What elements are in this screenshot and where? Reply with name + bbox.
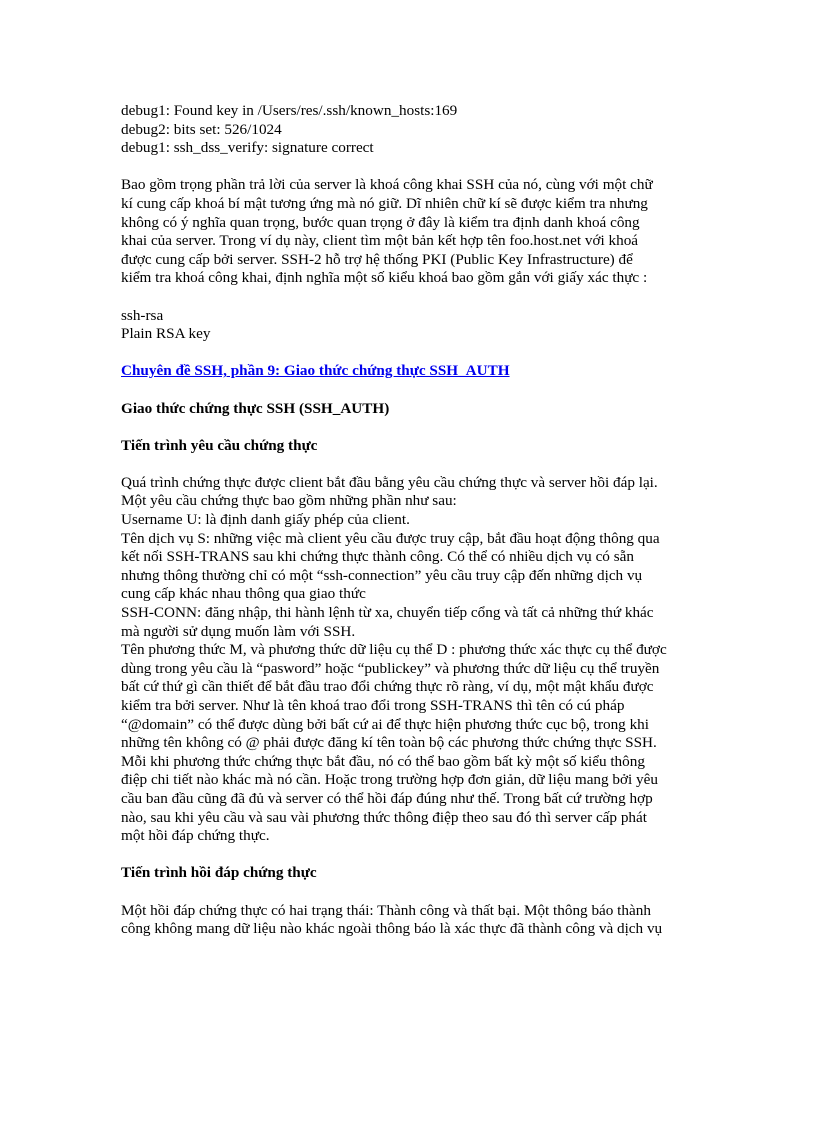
debug-line: debug1: Found key in /Users/res/.ssh/known_hosts:169 [121, 102, 458, 119]
paragraph-line: bất cứ thứ gì cần thiết để bắt đầu trao đổi chứng thực rõ ràng, ví dụ, một mật khẩu được [121, 678, 654, 696]
debug-line: debug1: ssh_dss_verify: signature correct [121, 139, 374, 157]
paragraph-line: công không mang dữ liệu nào khác ngoài thông báo là xác thực đã thành công và dịch vụ [121, 920, 663, 938]
paragraph-line: Bao gồm trọng phần trả lời của server là khoá công khai SSH của nó, cùng với một chữ [121, 176, 653, 194]
debug-output [121, 102, 711, 158]
key-type-block [121, 307, 711, 344]
paragraph-line: mà người sử dụng muốn làm với SSH. [121, 622, 356, 640]
heading-request: Tiến trình yêu cầu chứng thực [121, 436, 318, 454]
paragraph-line: cầu ban đầu cũng đã đủ và server có thể hồi đáp đúng như thế. Trong bất cứ trường hợp [121, 789, 653, 807]
paragraph-line: Quá trình chứng thực được client bắt đầu bằng yêu cầu chứng thực và server hồi đáp lại. [121, 473, 658, 491]
heading-response: Tiến trình hồi đáp chứng thực [121, 864, 317, 882]
paragraph-line: kiểm tra bởi server. Như là tên khoá trao đổi trong SSH-TRANS thì tên có cú pháp [121, 697, 625, 714]
section-title-link[interactable]: Chuyên đề SSH, phần 9: Giao thức chứng thực SSH_AUTH [121, 362, 510, 380]
paragraph-line: nhưng thông thường chỉ có một “ssh-connection” yêu cầu truy cập đến những dịch vụ [121, 566, 643, 584]
paragraph-line: Tên phương thức M, và phương thức dữ liệu cụ thể D : phương thức xác thực cụ thể được [121, 641, 667, 659]
paragraph-line: điệp chi tiết nào khác mà nó cần. Hoặc trong trường hợp đơn giản, dữ liệu mang bởi yêu [121, 771, 658, 789]
response-paragraph [121, 902, 711, 939]
paragraph-line: một hồi đáp chứng thực. [121, 827, 270, 845]
paragraph-line: Một yêu cầu chứng thực bao gồm những phần như sau: [121, 492, 457, 510]
paragraph-line: SSH-CONN: đăng nhập, thi hành lệnh từ xa, chuyển tiếp cổng và tất cả những thứ khác [121, 604, 654, 622]
request-paragraph [121, 474, 711, 846]
paragraph-line: Mỗi khi phương thức chứng thực bắt đầu, nó có thể bao gồm bất kỳ một số kiểu thông [121, 752, 645, 770]
paragraph-line: Một hồi đáp chứng thực có hai trạng thái: Thành công và thất bại. Một thông báo thành [121, 901, 651, 919]
key-type-name: ssh-rsa [121, 306, 164, 324]
intro-paragraph [121, 176, 711, 288]
paragraph-line: kí cung cấp khoá bí mật tương ứng mà nó giữ. Dĩ nhiên chữ kí sẽ được kiểm tra nhưng [121, 194, 648, 212]
paragraph-line: khai của server. Trong ví dụ này, client tìm một bản kết hợp tên foo.host.net với khoá [121, 232, 639, 250]
debug-line: debug2: bits set: 526/1024 [121, 120, 282, 138]
paragraph-line: những tên không có @ phải được đăng kí tên toàn bộ các phương thức chứng thực SSH. [121, 734, 657, 752]
document-page [121, 102, 711, 939]
heading-protocol: Giao thức chứng thực SSH (SSH_AUTH) [121, 399, 390, 417]
paragraph-line: Tên dịch vụ S: những việc mà client yêu cầu được truy cập, bắt đầu hoạt động thông qua [121, 529, 660, 547]
paragraph-line: nào, sau khi yêu cầu và sau vài phương thức thông điệp theo sau đó thì server cấp phát [121, 808, 647, 826]
paragraph-line: Username U: là định danh giấy phép của client. [121, 511, 410, 529]
paragraph-line: “@domain” có thể được dùng bởi bất cứ ai để thực hiện phương thức cục bộ, trong khi [121, 715, 649, 733]
paragraph-line: cung cấp khác nhau thông qua giao thức [121, 585, 366, 603]
paragraph-line: không có ý nghĩa quan trọng, bước quan trọng ở đây là kiểm tra định danh khoá công [121, 213, 640, 231]
key-type-description: Plain RSA key [121, 325, 211, 343]
paragraph-line: dùng trong yêu cầu là “pasword” hoặc “publickey” và phương thức dữ liệu cụ thể truyền [121, 659, 660, 677]
paragraph-line: kết nối SSH-TRANS sau khi chứng thực thành công. Có thể có nhiều dịch vụ có sẵn [121, 548, 634, 566]
paragraph-line: được cung cấp bởi server. SSH-2 hỗ trợ hệ thống PKI (Public Key Infrastructure) để [121, 250, 633, 268]
paragraph-line: kiểm tra khoá công khai, định nghĩa một số kiểu khoá bao gồm gắn với giấy xác thực : [121, 269, 648, 287]
